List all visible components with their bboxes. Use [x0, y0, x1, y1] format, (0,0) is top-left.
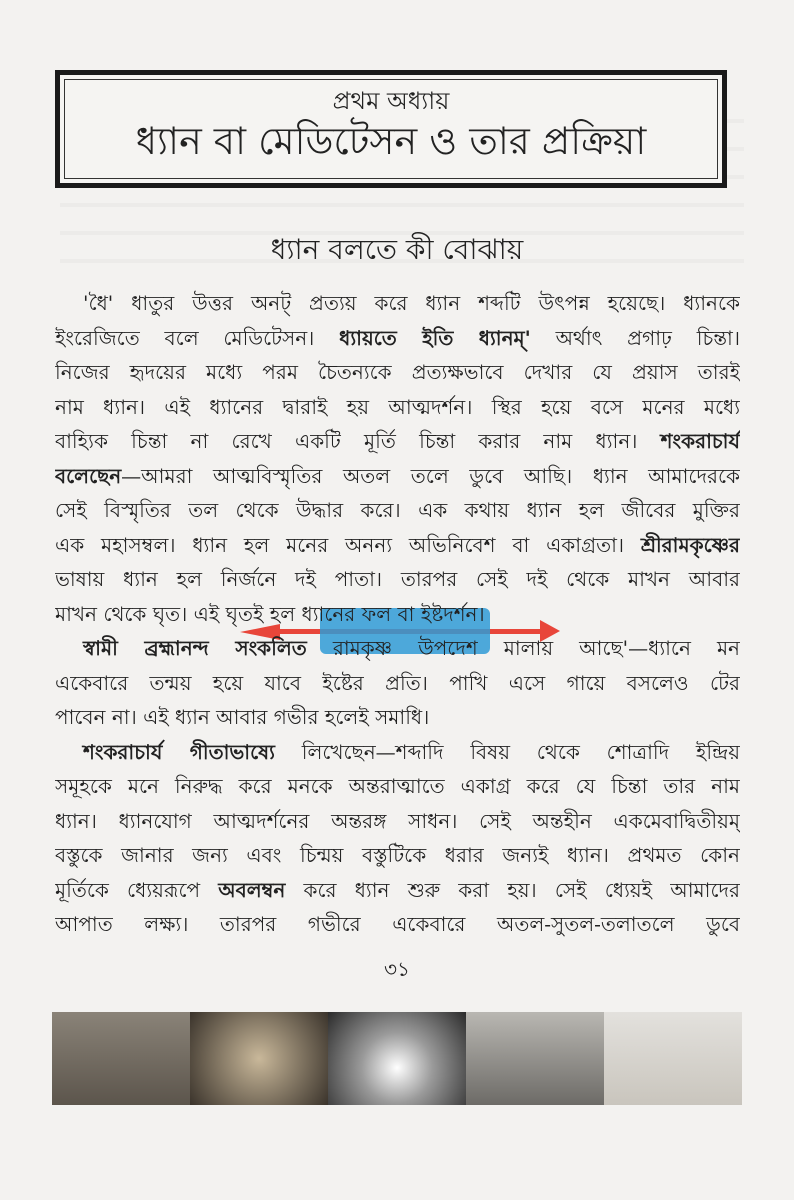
- chapter-title-box: [55, 70, 727, 188]
- bold-text: শংকরাচার্য গীতাভাষ্যে: [83, 739, 275, 764]
- seated-meditator-image: [604, 1012, 742, 1105]
- meditation-image-strip: [52, 1012, 742, 1105]
- text-segment: পাবেন না। এই ধ্যান আবার গভীর হলেই সমাধি।: [55, 705, 430, 729]
- text-segment: রামকৃষ্ণ উপদেশ মালায় আছে'—ধ্যানে মন: [306, 636, 740, 660]
- text-segment: বাহ্যিক চিন্তা না রেখে একটি মূর্তি চিন্তা করার নাম ধ্যান।: [55, 429, 661, 453]
- text-segment: নিজের হৃদয়ের মধ্যে পরম চৈতন্যকে প্রত্যক্ষভাবে দেখার যে প্রয়াস তারই: [55, 360, 740, 384]
- bold-text: স্বামী ব্রহ্মানন্দ সংকলিত: [83, 636, 307, 660]
- bold-text: শ্রীরামকৃষ্ণের: [640, 532, 740, 557]
- bold-text: বলেছেন: [55, 463, 122, 488]
- text-segment: ধ্যান। ধ্যানযোগ আত্মদর্শনের অন্তরঙ্গ সাধন। সেই অন্তহীন একমেবাদ্বিতীয়ম্: [55, 808, 740, 833]
- raised-arms-image: [466, 1012, 604, 1105]
- meditation-glow-image: [190, 1012, 328, 1105]
- text-segment: সেই বিস্মৃতির তল থেকে উদ্ধার করে। এক কথায় ধ্যান হল জীবের মুক্তির: [55, 498, 740, 522]
- text-segment: লিখেছেন—শব্দাদি বিষয় থেকে শোত্রাদি ইন্দ্রিয়: [274, 739, 740, 764]
- text-segment: মাখন থেকে ঘৃত। এই ঘৃতই হল ধ্যানের ফল বা ইষ্টদর্শন।: [55, 601, 485, 626]
- bold-text: অবলম্বন: [218, 877, 286, 902]
- text-line: [55, 495, 740, 530]
- chapter-label: প্রথম অধ্যায়: [332, 87, 450, 115]
- lotus-silhouette-image: [328, 1012, 466, 1105]
- text-segment: বস্তুকে জানার জন্য এবং চিন্ময় বস্তুটিকে ধরার জন্যই ধ্যান। প্রথমত কোন: [55, 843, 740, 867]
- text-line: [55, 392, 740, 427]
- text-line: [55, 530, 740, 565]
- bold-text: শংকরাচার্য: [660, 429, 740, 453]
- text-segment: এক মহাসম্বল। ধ্যান হল মনের অনন্য অভিনিবেশ বা একাগ্রতা।: [55, 532, 641, 557]
- text-segment: একেবারে তন্ময় হয়ে যাবে ইষ্টের প্রতি। পাখি এসে গায়ে বসলেও টের: [55, 670, 740, 695]
- text-line: [55, 357, 740, 392]
- page-number: ৩১: [384, 957, 410, 981]
- text-segment: আপাত লক্ষ্য। তারপর গভীরে একেবারে অতল-সুতল-তলাতলে ডুবে: [55, 912, 740, 936]
- bold-text: ধ্যায়তে ইতি ধ্যানম্': [339, 325, 531, 350]
- text-segment: 'ধৈ' ধাতুর উত্তর অনট্ প্রত্যয় করে ধ্যান শব্দটি উৎপন্ন হয়েছে। ধ্যানকে: [83, 291, 740, 315]
- text-line: [55, 840, 740, 875]
- text-line: [55, 323, 740, 358]
- text-segment: ইংরেজিতে বলে মেডিটেসন।: [55, 325, 340, 350]
- text-line: [55, 771, 740, 806]
- body-text: [55, 288, 740, 944]
- text-segment: অর্থাৎ প্রগাঢ় চিন্তা।: [530, 325, 740, 350]
- text-line: [55, 668, 740, 703]
- chapter-title: ধ্যান বা মেডিটেসন ও তার প্রক্রিয়া: [135, 119, 647, 163]
- text-line: [55, 909, 740, 944]
- text-line: [55, 426, 740, 461]
- text-segment: ভাষায় ধ্যান হল নির্জনে দই পাতা। তারপর সেই দই থেকে মাখন আবার: [55, 567, 740, 591]
- text-segment: নাম ধ্যান। এই ধ্যানের দ্বারাই হয় আত্মদর্শন। স্থির হয়ে বসে মনের মধ্যে: [55, 394, 740, 419]
- text-line: [55, 875, 740, 910]
- text-line: [55, 702, 740, 737]
- section-heading: ধ্যান বলতে কী বোঝায়: [270, 233, 524, 266]
- text-segment: সমূহকে মনে নিরুদ্ধ করে মনকে অন্তরাত্মাতে একাগ্র করে যে চিন্তা তার নাম: [55, 774, 740, 798]
- buddha-image: [52, 1012, 190, 1105]
- text-segment: মূর্তিকে ধ্যেয়রূপে: [55, 877, 219, 902]
- text-line: [55, 633, 740, 668]
- text-line: [55, 737, 740, 772]
- text-segment: —আমরা আত্মবিস্মৃতির অতল তলে ডুবে আছি। ধ্যান আমাদেরকে: [121, 463, 740, 488]
- text-line: [55, 461, 740, 496]
- text-segment: করে ধ্যান শুরু করা হয়। সেই ধ্যেয়ই আমাদের: [285, 877, 740, 902]
- text-line: [55, 806, 740, 841]
- text-line: [55, 564, 740, 599]
- text-line: [55, 599, 740, 634]
- text-line: [55, 288, 740, 323]
